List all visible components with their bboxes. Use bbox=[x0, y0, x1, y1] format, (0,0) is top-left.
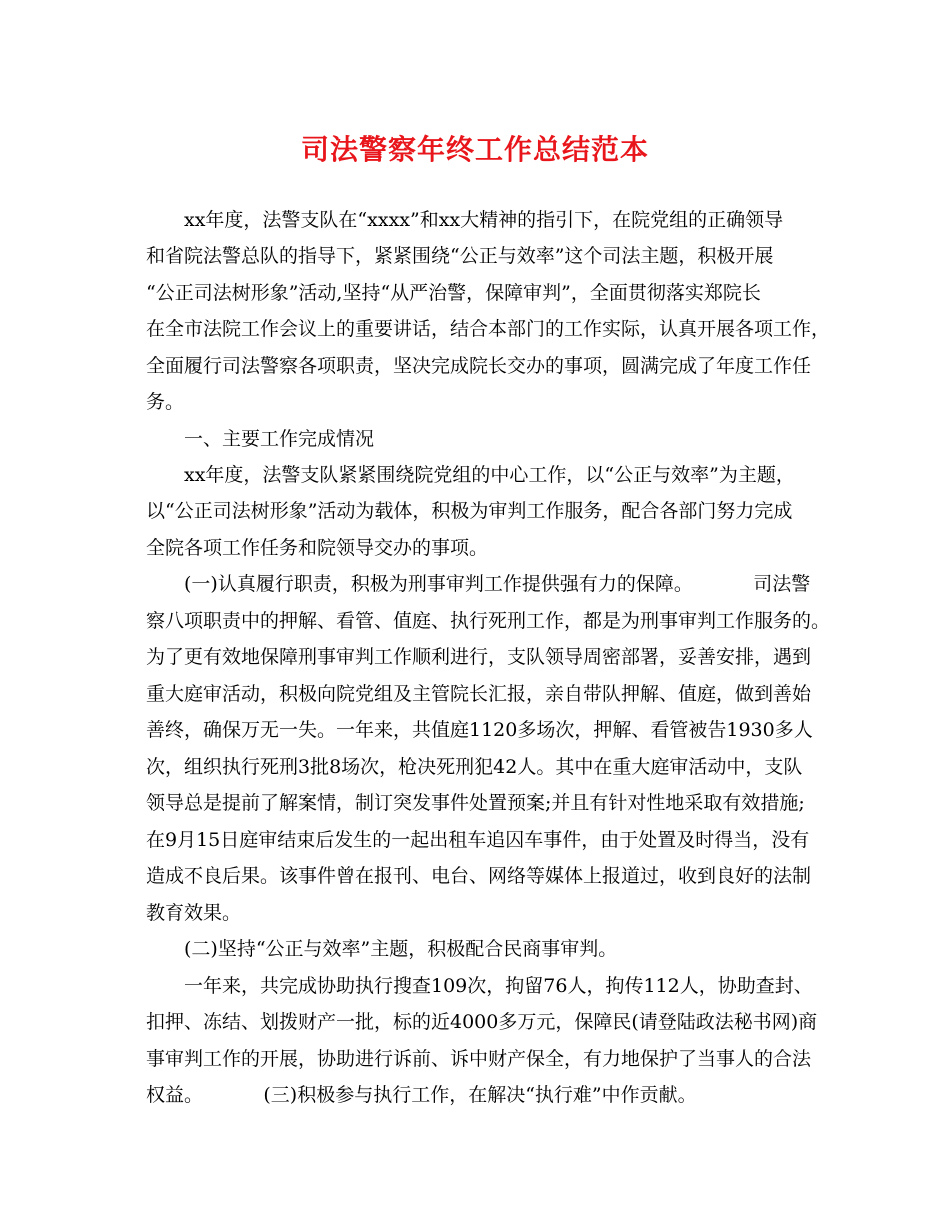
paragraph-line: “公正司法树形象”活动,坚持“从严治警，保障审判”，全面贯彻落实郑院长 bbox=[146, 282, 761, 304]
subsection-heading: (二)坚持“公正与效率”主题，积极配合民商事审判。 bbox=[184, 938, 618, 960]
paragraph-line: xx年度，法警支队紧紧围绕院党组的中心工作，以“公正与效率”为主题， bbox=[184, 464, 795, 486]
paragraph-line: 为了更有效地保障刑事审判工作顺利进行，支队领导周密部署，妥善安排，遇到 bbox=[146, 646, 812, 668]
document-title: 司法警察年终工作总结范本 bbox=[300, 133, 649, 166]
paragraph-line: 在9月15日庭审结束后发生的一起出租车追囚车事件，由于处置及时得当，没有 bbox=[146, 829, 810, 851]
paragraph-line: 重大庭审活动，积极向院党组及主管院长汇报，亲自带队押解、值庭，做到善始 bbox=[146, 683, 812, 705]
paragraph-line: 领导总是提前了解案情，制订突发事件处置预案;并且有针对性地采取有效措施; bbox=[146, 792, 805, 814]
paragraph-line: 察八项职责中的押解、看管、值庭、执行死刑工作，都是为刑事审判工作服务的。 bbox=[146, 610, 831, 632]
paragraph-line: 一年来，共完成协助执行搜查109次，拘留76人，拘传112人，协助查封、 bbox=[184, 975, 813, 997]
section-heading: 一、主要工作完成情况 bbox=[184, 428, 375, 450]
paragraph-line: 在全市法院工作会议上的重要讲话，结合本部门的工作实际，认真开展各项工作， bbox=[146, 318, 831, 340]
paragraph-line: 事审判工作的开展，协助进行诉前、诉中财产保全，有力地保护了当事人的合法 bbox=[146, 1048, 812, 1070]
paragraph-line: 次，组织执行死刑3批8场次，枪决死刑犯42人。其中在重大庭审活动中，支队 bbox=[146, 756, 803, 778]
paragraph-line: 全面履行司法警察各项职责，坚决完成院长交办的事项，圆满完成了年度工作任 bbox=[146, 355, 812, 377]
subsection-heading: (一)认真履行职责，积极为刑事审判工作提供强有力的保障。 司法警 bbox=[184, 573, 811, 595]
paragraph-line: 教育效果。 bbox=[146, 902, 242, 924]
paragraph-line: 扣押、冻结、划拨财产一批，标的近4000多万元，保障民(请登陆政法秘书网)商 bbox=[146, 1011, 818, 1033]
paragraph-line: 造成不良后果。该事件曾在报刊、电台、网络等媒体上报道过，收到良好的法制 bbox=[146, 865, 812, 887]
paragraph-line: 以“公正司法树形象”活动为载体，积极为审判工作服务，配合各部门努力完成 bbox=[146, 500, 793, 522]
paragraph-line: 善终，确保万无一失。一年来，共值庭1120多场次，押解、看管被告1930多人 bbox=[146, 719, 813, 741]
paragraph-line: xx年度，法警支队在“xxxx”和xx大精神的指引下，在院党组的正确领导 bbox=[184, 209, 784, 231]
paragraph-line: 全院各项工作任务和院领导交办的事项。 bbox=[146, 537, 489, 559]
paragraph-line: 和省院法警总队的指导下，紧紧围绕“公正与效率”这个司法主题，积极开展 bbox=[146, 245, 774, 267]
paragraph-line: 务。 bbox=[146, 391, 185, 413]
paragraph-line: 权益。 (三)积极参与执行工作，在解决“执行难”中作贡献。 bbox=[146, 1084, 697, 1106]
